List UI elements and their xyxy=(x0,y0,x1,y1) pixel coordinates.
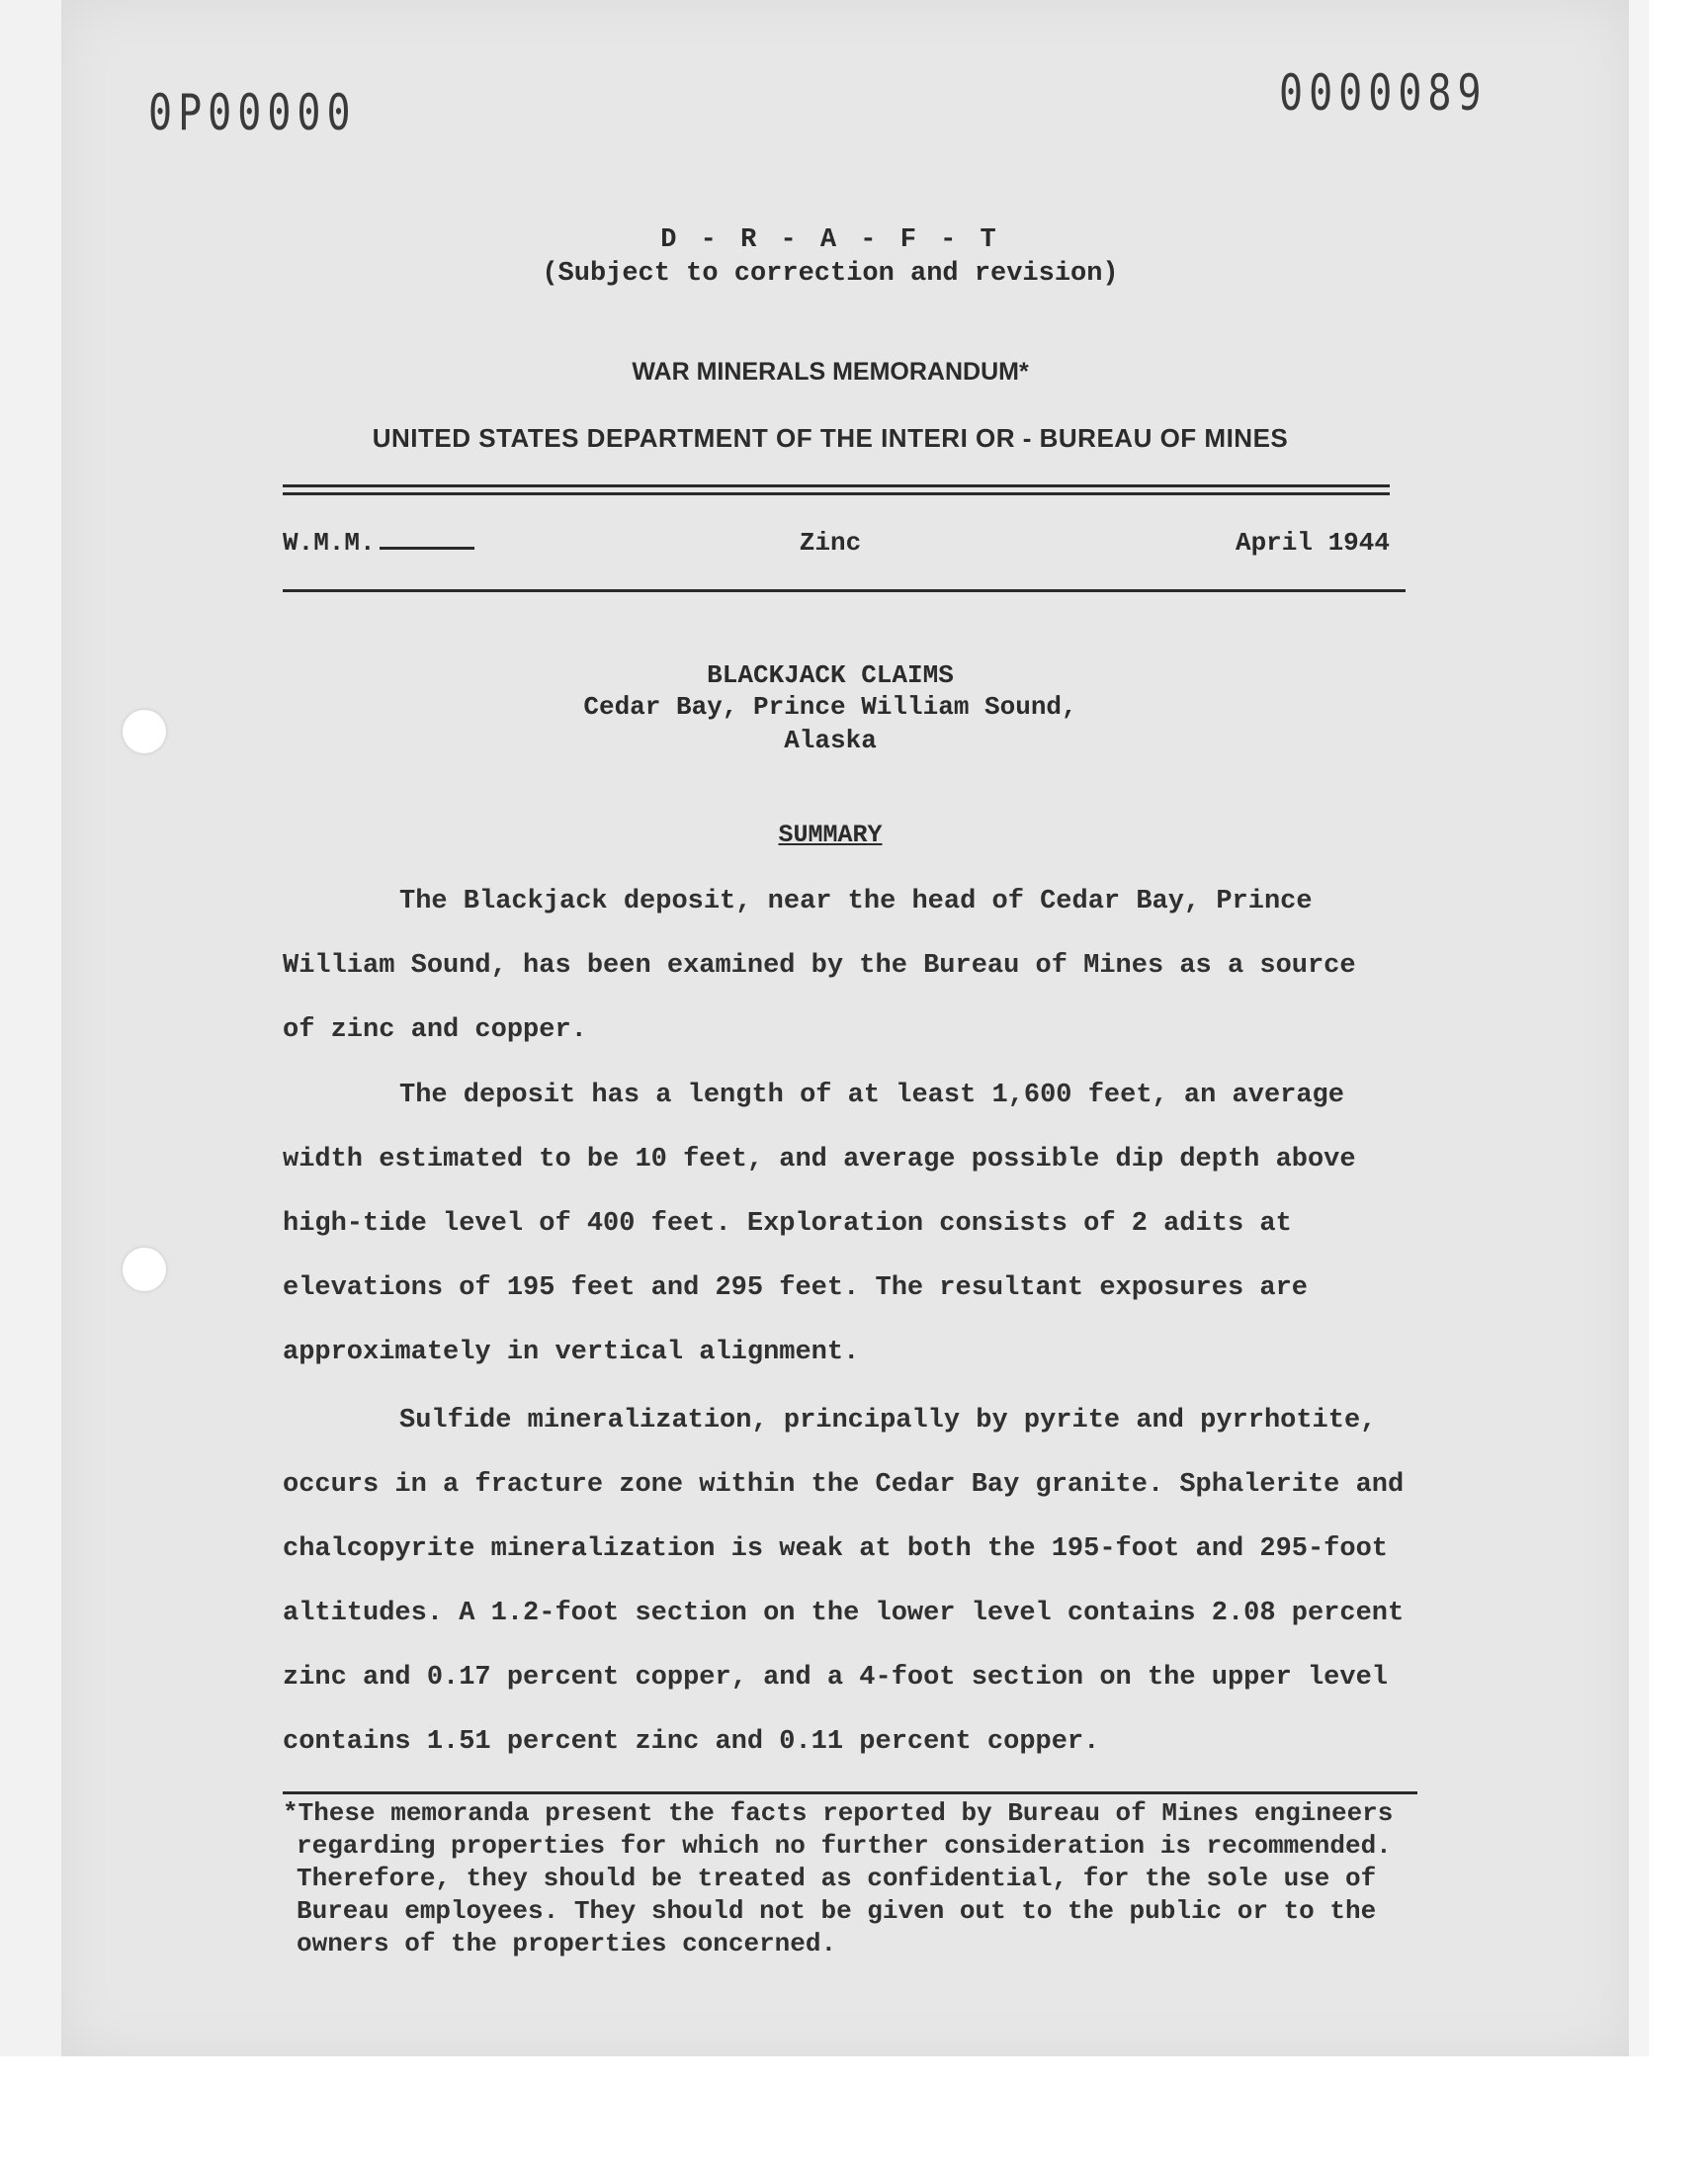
paragraph-line: high-tide level of 400 feet. Exploration consists of 2 adits at xyxy=(283,1209,1292,1239)
claims-place: Cedar Bay, Prince William Sound, xyxy=(583,692,1077,722)
summary-paragraph-1 xyxy=(283,870,1449,1063)
single-rule xyxy=(283,589,1406,592)
wmm-label: W.M.M. xyxy=(283,528,376,558)
claims-state: Alaska xyxy=(784,726,877,755)
footnote-line: regarding properties for which no further consideration is recommended. xyxy=(297,1831,1392,1861)
paragraph-line: width estimated to be 10 feet, and average possible dip depth above xyxy=(283,1145,1356,1174)
paragraph-line: contains 1.51 percent zinc and 0.11 percent copper. xyxy=(283,1727,1100,1757)
summary-heading: SUMMARY xyxy=(778,821,883,849)
paragraph-line: The deposit has a length of at least 1,600 feet, an average xyxy=(399,1081,1344,1110)
memo-title: WAR MINERALS MEMORANDUM* xyxy=(632,358,1029,386)
footnote-line: owners of the properties concerned. xyxy=(297,1929,837,1958)
summary-paragraph-3 xyxy=(283,1389,1449,1775)
paragraph-line: chalcopyrite mineralization is weak at both the 195-foot and 295-foot xyxy=(283,1534,1388,1564)
scan-right-margin xyxy=(1629,0,1649,2056)
department-heading: UNITED STATES DEPARTMENT OF THE INTERI OR - BUREAU OF MINES xyxy=(372,423,1289,453)
paragraph-line: Sulfide mineralization, principally by pyrite and pyrrhotite, xyxy=(399,1406,1377,1436)
double-rule xyxy=(283,484,1390,495)
claims-title: BLACKJACK CLAIMS xyxy=(707,660,954,690)
footnote-line: Therefore, they should be treated as confidential, for the sole use of xyxy=(297,1864,1377,1893)
paragraph-line: approximately in vertical alignment. xyxy=(283,1338,860,1367)
footnote xyxy=(283,1797,1469,1960)
summary-paragraph-2 xyxy=(283,1064,1449,1385)
footnote-line: Bureau employees. They should not be given out to the public or to the xyxy=(297,1896,1377,1926)
stamp-number-left: 0P00000 xyxy=(148,85,357,142)
stamp-number-right: 0000089 xyxy=(1279,65,1488,123)
scan-left-margin xyxy=(0,0,61,2056)
memo-date: April 1944 xyxy=(1235,528,1390,558)
paragraph-line: The Blackjack deposit, near the head of Cedar Bay, Prince xyxy=(399,887,1313,916)
paragraph-line: altitudes. A 1.2-foot section on the lower level contains 2.08 percent xyxy=(283,1599,1405,1628)
punch-hole-upper xyxy=(123,710,166,753)
paragraph-line: elevations of 195 feet and 295 feet. The resultant exposures are xyxy=(283,1273,1308,1303)
wmm-blank-line xyxy=(380,547,474,550)
wmm-field xyxy=(283,528,474,558)
paragraph-line: William Sound, has been examined by the Bureau of Mines as a source xyxy=(283,951,1356,981)
draft-note: (Subject to correction and revision) xyxy=(542,259,1119,289)
footnote-rule xyxy=(283,1791,1417,1794)
draft-heading: D - R - A - F - T xyxy=(660,225,1000,255)
footnote-line: *These memoranda present the facts reported by Bureau of Mines engineers xyxy=(283,1798,1394,1828)
paragraph-line: occurs in a fracture zone within the Cedar Bay granite. Sphalerite and xyxy=(283,1470,1405,1500)
paragraph-line: of zinc and copper. xyxy=(283,1015,587,1045)
paragraph-line: zinc and 0.17 percent copper, and a 4-foot section on the upper level xyxy=(283,1663,1388,1693)
punch-hole-lower xyxy=(123,1248,166,1291)
commodity-label: Zinc xyxy=(799,528,862,558)
